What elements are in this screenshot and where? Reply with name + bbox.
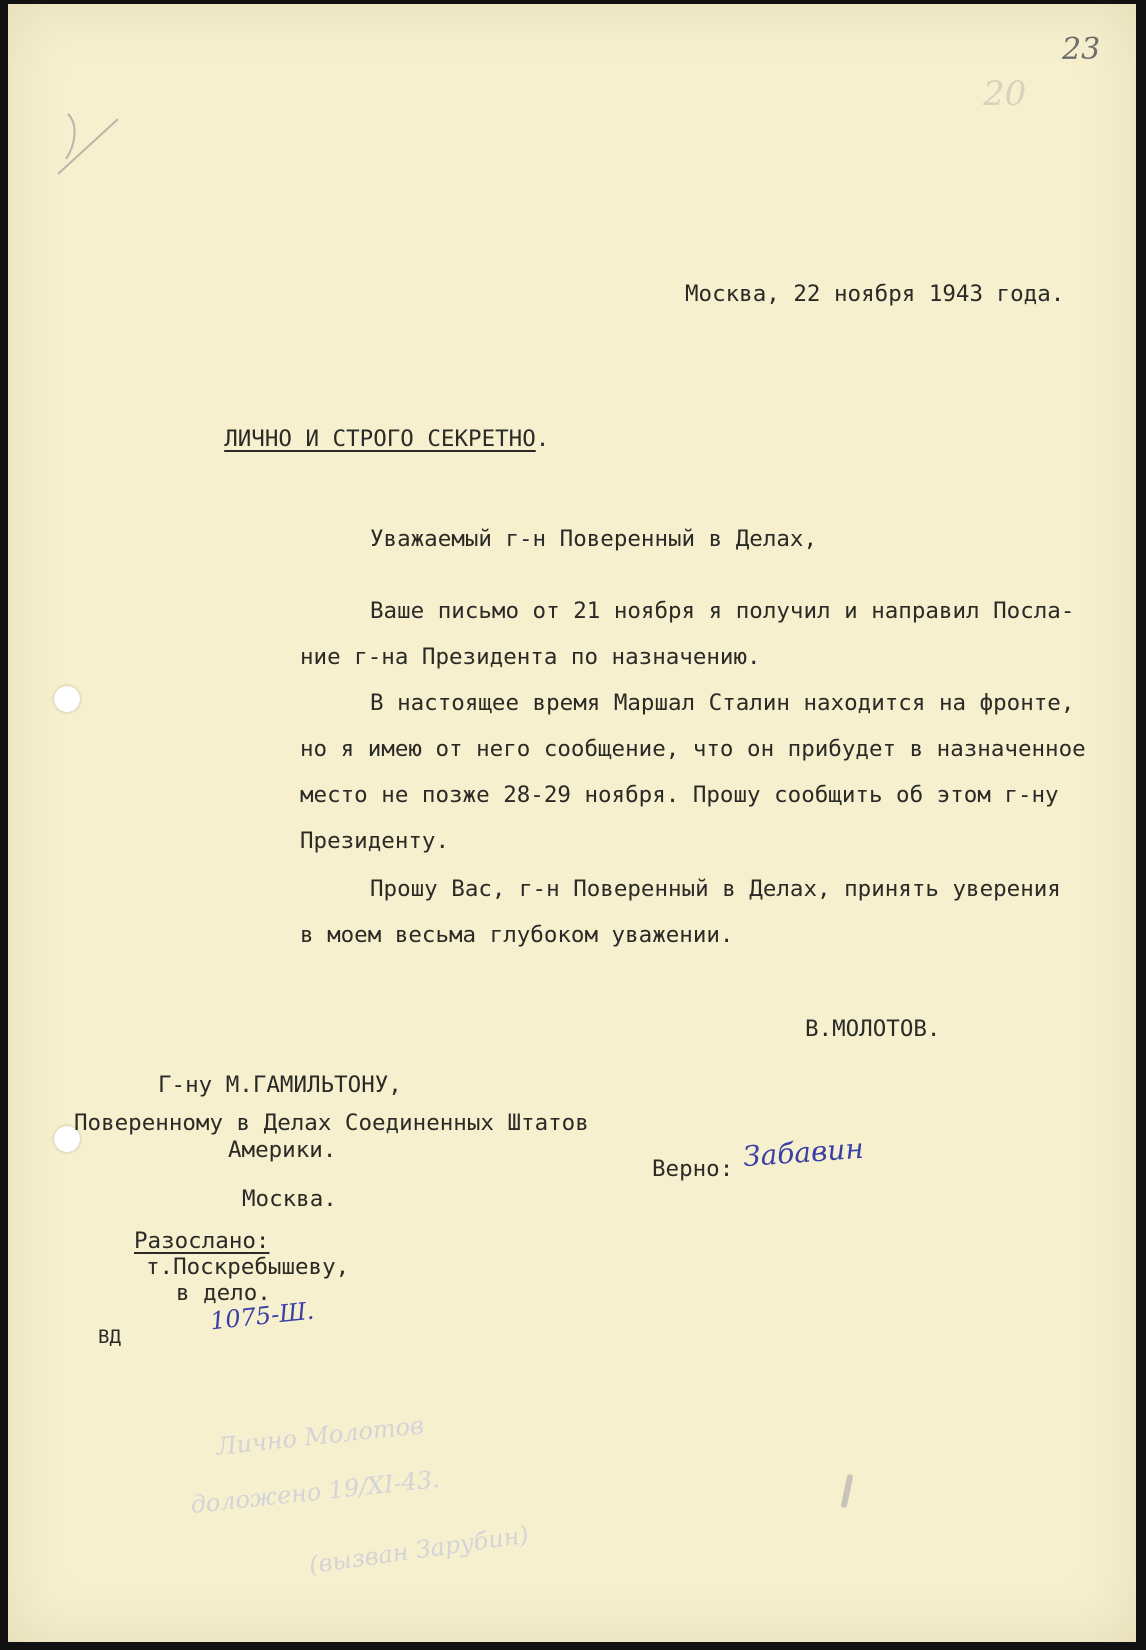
body-line: ние г-на Президента по назначению.	[300, 644, 761, 670]
distribution-title: Разослано:	[134, 1228, 270, 1254]
addressee-line: Америки.	[228, 1137, 337, 1163]
distribution-line: в дело.	[176, 1280, 271, 1306]
page-number: 23	[1062, 32, 1101, 67]
distribution-line: т.Поскребышеву,	[146, 1254, 350, 1280]
salutation: Уважаемый г-н Поверенный в Делах,	[370, 526, 818, 552]
body-line: место не позже 28-29 ноября. Прошу сообщить об этом г-ну	[300, 782, 1059, 808]
pencil-mark	[48, 104, 128, 184]
body-line: В настоящее время Маршал Сталин находится на фронте,	[370, 690, 1075, 716]
pencil-tick	[841, 1474, 854, 1509]
classification-line	[170, 394, 549, 484]
verno-signature: Забавин	[741, 1131, 865, 1174]
verno-label: Верно:	[652, 1156, 734, 1182]
signature: В.МОЛОТОВ.	[805, 1016, 941, 1042]
body-line: Прошу Вас, г-н Поверенный в Делах, принять уверения	[370, 876, 1061, 902]
faded-note: (вызван Зарубин)	[307, 1520, 531, 1580]
punch-hole-upper	[54, 686, 80, 712]
body-line: Ваше письмо от 21 ноября я получил и направил Посла-	[370, 598, 1075, 624]
addressee-line: Г-ну М.ГАМИЛЬТОНУ,	[158, 1072, 402, 1098]
classification-text: ЛИЧНО И СТРОГО СЕКРЕТНО	[224, 426, 536, 452]
addressee-line: Москва.	[242, 1186, 337, 1212]
addressee-line: Поверенному в Делах Соединенных Штатов	[74, 1110, 589, 1136]
document-page	[8, 4, 1136, 1642]
body-line: но я имею от него сообщение, что он прибудет в назначенное	[300, 736, 1086, 762]
typist-code: ВД	[98, 1326, 121, 1348]
faded-note: доложено 19/XI-43.	[189, 1464, 442, 1520]
body-line: в моем весьма глубоком уважении.	[300, 922, 734, 948]
classification-period: .	[535, 426, 550, 452]
handwritten-reference: 1075-Ш.	[208, 1296, 316, 1336]
date-line: Москва, 22 ноября 1943 года.	[685, 281, 1065, 307]
body-line: Президенту.	[300, 828, 450, 854]
faded-note: Лично Молотов	[215, 1411, 426, 1461]
page-number-old: 20	[983, 74, 1027, 114]
